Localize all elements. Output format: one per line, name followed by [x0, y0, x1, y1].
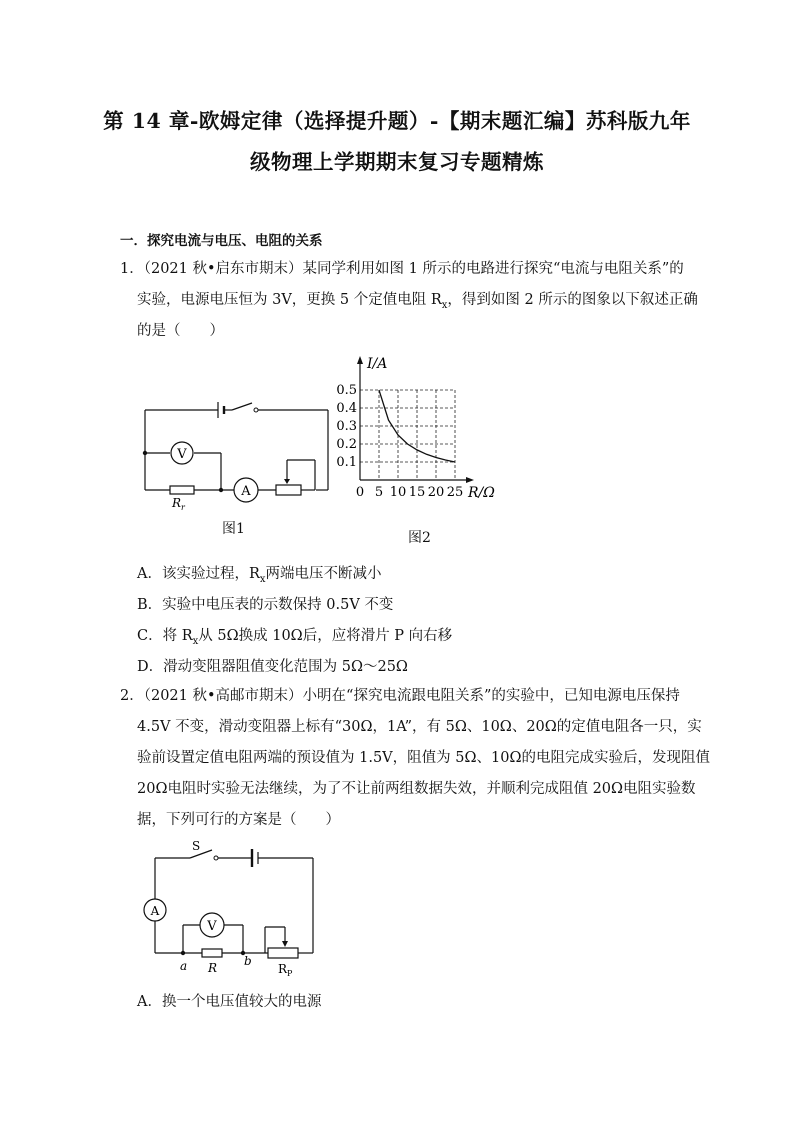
- rheostat-symbol: [268, 948, 298, 958]
- x-axis-label: R/Ω: [468, 485, 495, 501]
- rheostat-label: $R_P$: [278, 962, 293, 978]
- section-heading: 一．探究电流与电压、电阻的关系: [120, 233, 323, 249]
- q2-line-4: 20Ω电阻时实验无法继续，为了不让前两组数据失效，并顺利完成阻值 20Ω电阻实验数: [137, 781, 696, 797]
- fixed-resistor-symbol: [202, 949, 222, 957]
- q2-line-5: 据，下列可行的方案是（ ）: [137, 812, 340, 828]
- ammeter-label: A: [150, 904, 160, 918]
- rheostat-symbol: [276, 485, 301, 495]
- x-tick-label: 0: [355, 485, 365, 500]
- fig2-caption: 图2: [408, 530, 431, 546]
- voltmeter-label: V: [207, 919, 217, 934]
- x-tick-label: 10: [389, 485, 407, 500]
- q1-circuit-diagram: [135, 395, 335, 510]
- q2-circuit-diagram: [140, 838, 330, 978]
- title-line-2: 级物理上学期期末复习专题精炼: [250, 150, 544, 174]
- voltmeter-label: V: [177, 447, 187, 462]
- x-tick-label: 20: [427, 485, 445, 500]
- q1-option-c[interactable]: C．将 $R_x$从 5Ω换成 10Ω后，应将滑片 P 向右移: [137, 628, 453, 647]
- resistor-label: R: [208, 961, 218, 975]
- point-a-label: a: [180, 959, 188, 973]
- title-line-1: 第 14 章-欧姆定律（选择提升题）-【期末题汇编】苏科版九年: [103, 109, 691, 133]
- y-tick-label: 0.2: [336, 437, 357, 452]
- q2-option-a[interactable]: A．换一个电压值较大的电源: [137, 994, 322, 1010]
- switch-label: S: [192, 839, 201, 853]
- q2-line-3: 验前设置定值电阻两端的预设值为 1.5V，阻值为 5Ω、10Ω的电阻完成实验后，发现阻值: [137, 750, 710, 766]
- ammeter-label: A: [241, 484, 251, 499]
- fixed-resistor-symbol: [170, 486, 194, 494]
- fig1-caption: 图1: [222, 521, 245, 537]
- y-axis-arrow: [357, 356, 363, 364]
- y-axis-label: I/A: [367, 356, 388, 372]
- q2-line-1: 2．（2021 秋•高邮市期末）小明在“探究电流跟电阻关系”的实验中，已知电源电压保持: [120, 688, 680, 704]
- q1-current-resistance-graph: [336, 350, 510, 510]
- x-tick-label: 15: [408, 485, 426, 500]
- y-tick-label: 0.4: [336, 401, 357, 416]
- q1-line-1: 1．（2021 秋•启东市期末）某同学利用如图 1 所示的电路进行探究“电流与电阻关系”的: [120, 261, 684, 277]
- q1-line-2: 实验，电源电压恒为 3V，更换 5 个定值电阻 $R_x$，得到如图 2 所示的图象以下叙述正确: [137, 292, 698, 311]
- y-tick-label: 0.5: [336, 383, 357, 398]
- resistor-label: $R_r$: [172, 496, 185, 512]
- y-tick-label: 0.1: [336, 455, 357, 470]
- q2-line-2: 4.5V 不变，滑动变阻器上标有“30Ω，1A”，有 5Ω、10Ω、20Ω的定值电阻各一只，实: [137, 719, 702, 735]
- x-axis-arrow: [466, 477, 474, 483]
- q1-line-3: 的是（ ）: [137, 323, 224, 339]
- y-tick-label: 0.3: [336, 419, 357, 434]
- q1-option-a[interactable]: A．该实验过程，$R_x$两端电压不断减小: [137, 566, 382, 585]
- q1-option-b[interactable]: B．实验中电压表的示数保持 0.5V 不变: [137, 597, 394, 613]
- point-b-label: b: [244, 954, 252, 968]
- x-tick-label: 5: [374, 485, 384, 500]
- q1-option-d[interactable]: D．滑动变阻器阻值变化范围为 5Ω～25Ω: [137, 659, 408, 675]
- x-tick-label: 25: [446, 485, 464, 500]
